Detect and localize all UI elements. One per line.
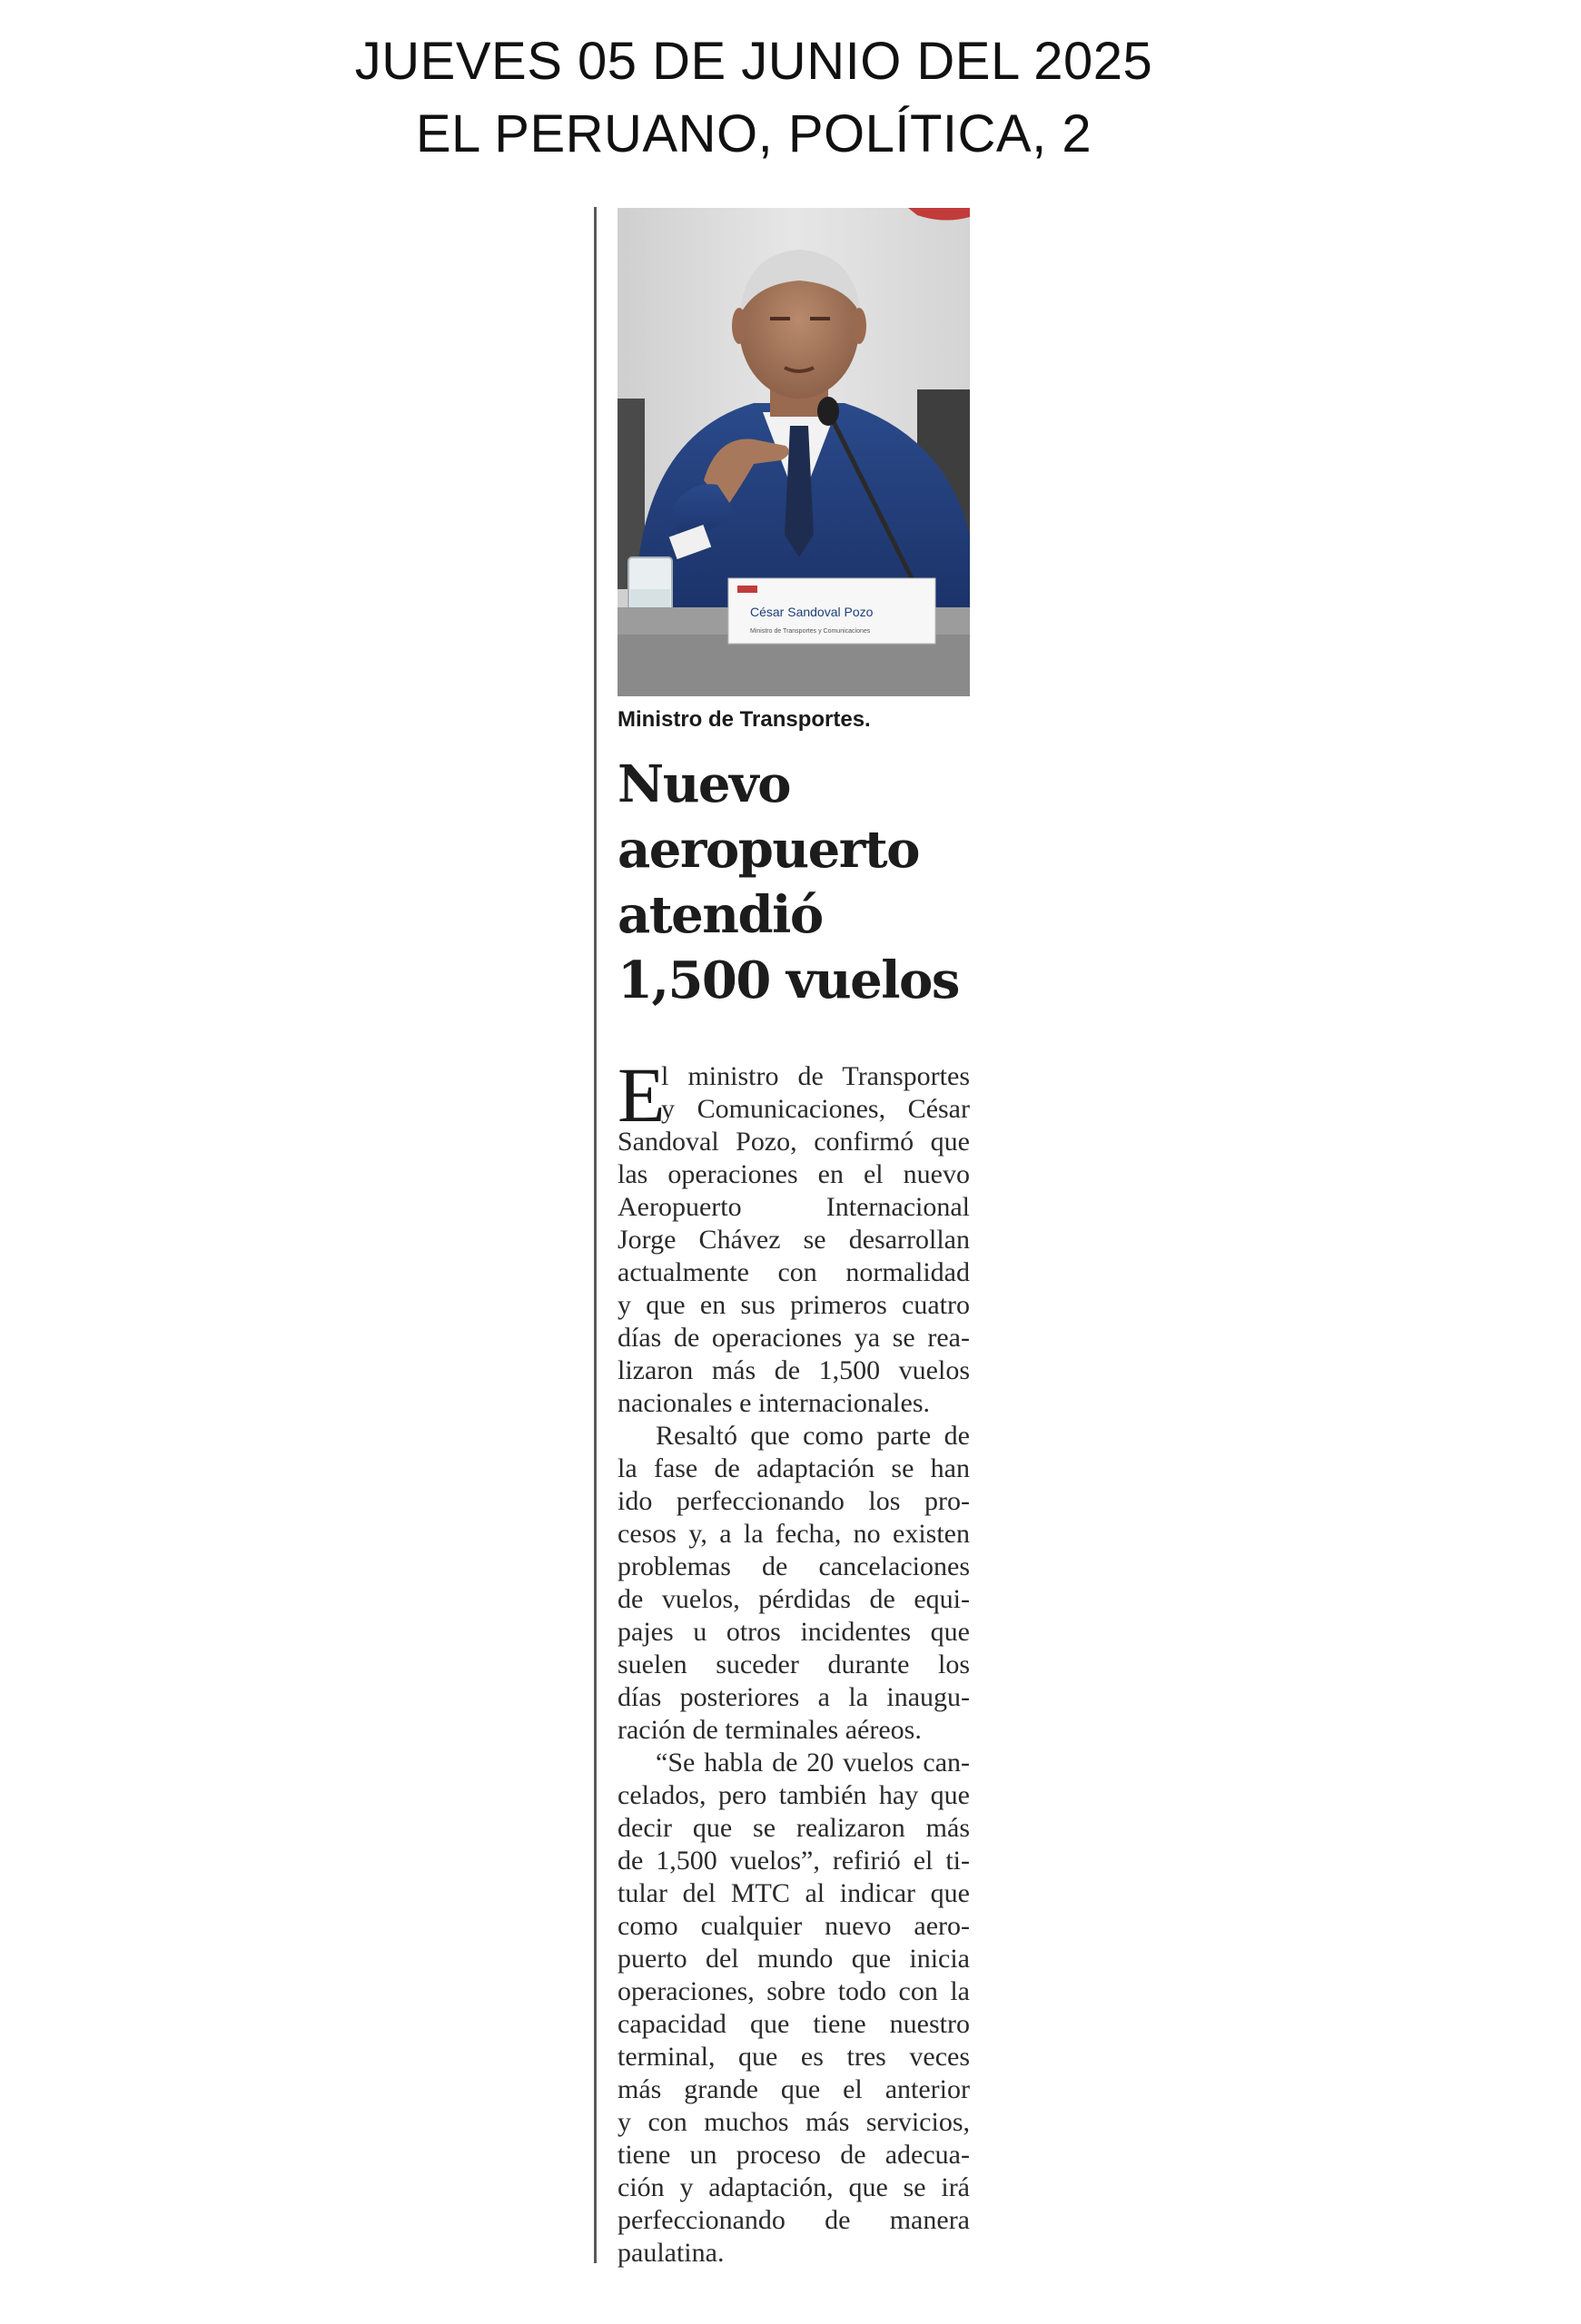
- source-line: EL PERUANO, POLÍTICA, 2: [415, 104, 1092, 163]
- article-line: de 1,500 vuelos”, refirió el ti-: [618, 1846, 970, 1876]
- article-line: problemas de cancelaciones: [618, 1551, 970, 1581]
- article-line: más grande que el anterior: [618, 2074, 970, 2104]
- article-line: cesos y, a la fecha, no existen: [618, 1519, 970, 1549]
- article-line: nacionales e internacionales.: [618, 1388, 931, 1418]
- article-line: ración de terminales aéreos.: [618, 1715, 922, 1745]
- article-line: la fase de adaptación se han: [618, 1453, 970, 1483]
- article-line: Resaltó que como parte de: [656, 1421, 970, 1451]
- headline-line: 1,500 vuelos: [618, 950, 959, 1010]
- article-line: las operaciones en el nuevo: [618, 1159, 970, 1189]
- article-line: y que en sus primeros cuatro: [618, 1290, 970, 1320]
- article-line: días de operaciones ya se rea-: [618, 1323, 970, 1353]
- article-line: Jorge Chávez se desarrollan: [618, 1225, 970, 1255]
- headline-line: Nuevo: [618, 754, 790, 814]
- article-line: terminal, que es tres veces: [618, 2042, 970, 2072]
- article-line: decir que se realizaron más: [618, 1813, 970, 1843]
- article-line: Aeropuerto Internacional: [618, 1192, 970, 1222]
- column-rule: [594, 207, 597, 2263]
- article-line: operaciones, sobre todo con la: [618, 1976, 970, 2006]
- article-line: y Comunicaciones, César: [661, 1094, 970, 1124]
- article-line: pajes u otros incidentes que: [618, 1617, 970, 1647]
- article-line: tular del MTC al indicar que: [618, 1878, 970, 1908]
- article-body: [618, 1051, 970, 2270]
- article-line: lizaron más de 1,500 vuelos: [618, 1355, 970, 1385]
- article-line: celados, pero también hay que: [618, 1780, 970, 1810]
- article-line: paulatina.: [618, 2238, 725, 2268]
- article-line: ido perfeccionando los pro-: [618, 1486, 970, 1516]
- headline-line: aeropuerto: [618, 820, 919, 880]
- nameplate-name: César Sandoval Pozo: [750, 605, 874, 619]
- article-line: l ministro de Transportes: [661, 1061, 970, 1091]
- headline: [618, 752, 981, 1013]
- photo-caption: Ministro de Transportes.: [618, 707, 871, 732]
- drop-cap: E: [618, 1051, 666, 1138]
- article-line: suelen suceder durante los: [618, 1649, 970, 1679]
- article-line: días posteriores a la inaugu-: [618, 1682, 970, 1712]
- article-line: puerto del mundo que inicia: [618, 1944, 970, 1974]
- article-line: como cualquier nuevo aero-: [618, 1911, 970, 1941]
- headline-line: atendió: [618, 885, 823, 945]
- minister-photo: [618, 208, 970, 696]
- article-line: de vuelos, pérdidas de equi-: [618, 1584, 970, 1614]
- article-line: ción y adaptación, que se irá: [618, 2172, 970, 2202]
- article-line: actualmente con normalidad: [618, 1257, 970, 1287]
- nameplate-title: Ministro de Transportes y Comunicaciones: [750, 628, 871, 635]
- article-line: y con muchos más servicios,: [618, 2107, 970, 2137]
- article-line: tiene un proceso de adecua-: [618, 2140, 970, 2170]
- article-line: perfeccionando de manera: [618, 2205, 970, 2235]
- article-line: capacidad que tiene nuestro: [618, 2009, 970, 2039]
- clipping-header: [0, 25, 1507, 171]
- article-line: “Se habla de 20 vuelos can-: [656, 1748, 970, 1777]
- date-line: JUEVES 05 DE JUNIO DEL 2025: [354, 32, 1153, 91]
- article-line: Sandoval Pozo, confirmó que: [618, 1127, 970, 1157]
